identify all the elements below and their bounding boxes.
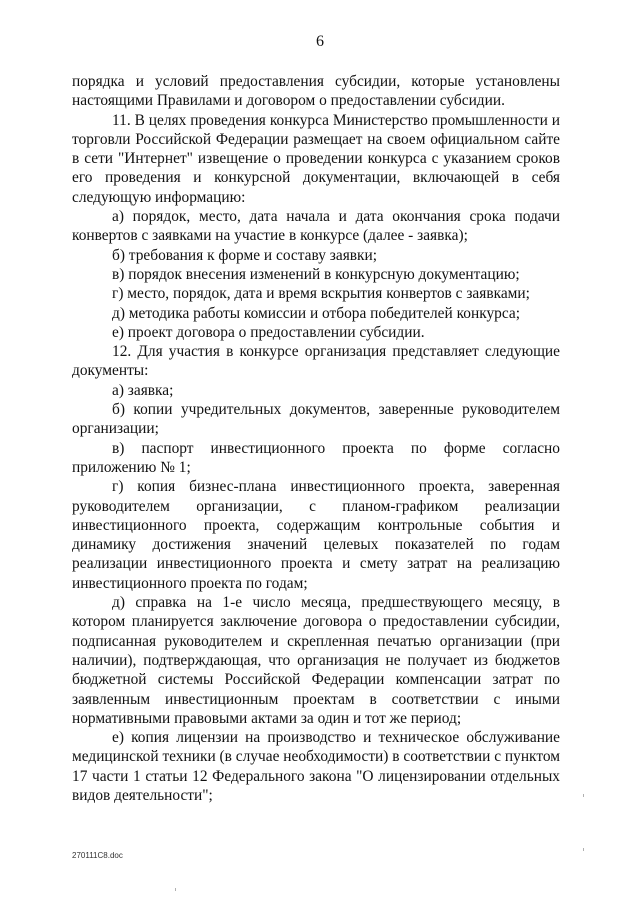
scan-speck bbox=[583, 848, 584, 851]
paragraph: е) копия лицензии на производство и техническое обслуживание медицинской техники (в случае необходимости) в соответствии с пунктом 17 части 1 статьи 12 Федерального закона "О лицензировании отдельных видов деятельности"; bbox=[72, 729, 560, 804]
paragraph: е) проект договора о предоставлении субсидии. bbox=[112, 323, 425, 341]
paragraph: в) порядок внесения изменений в конкурсную документацию; bbox=[112, 265, 520, 283]
paragraph: в) паспорт инвестиционного проекта по форме согласно приложению № 1; bbox=[72, 439, 560, 476]
paragraph: г) копия бизнес-плана инвестиционного проекта, заверенная руководителем организации, с планом-графиком реализации инвестиционного проекта, содержащим контрольные события и динамику достижения значений целевых показателей по годам реализации инвестиционного проекта и смету затрат на реализацию инвестиционного проекта по годам; bbox=[72, 478, 560, 592]
paragraph: д) справка на 1-е число месяца, предшествующего месяцу, в котором планируется заключение договора о предоставлении субсидии, подписанная руководителем и скрепленная печатью организации (при наличии), подтверждающая, что организация не получает из бюджетов бюджетной системы Российской Федерации компенсации затрат по заявленным инвестиционным проектам в соответствии с иными нормативными правовыми актами за один и тот же период; bbox=[72, 594, 560, 727]
scan-speck bbox=[175, 888, 176, 891]
paragraph: а) порядок, место, дата начала и дата окончания срока подачи конвертов с заявками на участие в конкурсе (далее - заявка); bbox=[72, 208, 560, 245]
paragraph: б) требования к форме и составу заявки; bbox=[112, 246, 378, 264]
scan-speck bbox=[583, 794, 584, 797]
document-body bbox=[72, 72, 560, 805]
paragraph: г) место, порядок, дата и время вскрытия конвертов с заявками; bbox=[112, 285, 530, 303]
paragraph: 12. Для участия в конкурсе организация представляет следующие документы: bbox=[72, 343, 560, 380]
paragraph: 11. В целях проведения конкурса Министерство промышленности и торговли Российской Федерации размещает на своем официальном сайте в сети "Интернет" извещение о проведении конкурса с указанием сроков его проведения и конкурсной документации, включающей в себя следующую информацию: bbox=[72, 111, 560, 206]
footer-file-name: 270111С8.doc bbox=[72, 851, 123, 860]
paragraph: д) методика работы комиссии и отбора победителей конкурса; bbox=[112, 304, 520, 322]
page-number: 6 bbox=[316, 33, 324, 50]
paragraph: порядка и условий предоставления субсидии, которые установлены настоящими Правилами и договором о предоставлении субсидии. bbox=[72, 73, 560, 110]
paragraph: б) копии учредительных документов, заверенные руководителем организации; bbox=[72, 401, 560, 438]
paragraph: а) заявка; bbox=[112, 381, 174, 399]
